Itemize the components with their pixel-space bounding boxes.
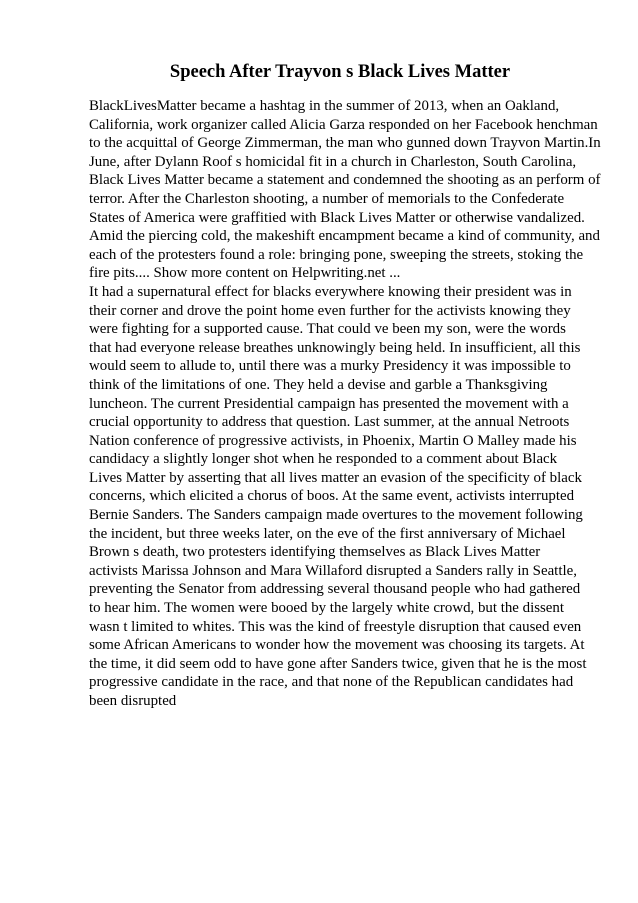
- body-text-line: would seem to allude to, until there was a murky Presidency it was impossible to: [89, 358, 571, 375]
- body-text-line: the time, it did seem odd to have gone after Sanders twice, given that he is the most: [89, 655, 587, 672]
- body-text-line: Lives Matter by asserting that all lives matter an evasion of the specificity of black: [89, 469, 582, 486]
- body-text-line: Nation conference of progressive activists, in Phoenix, Martin O Malley made his: [89, 432, 577, 449]
- body-text-line: were fighting for a supported cause. That could ve been my son, were the words: [89, 321, 566, 338]
- body-text-line: to the acquittal of George Zimmerman, the man who gunned down Trayvon Martin.In: [89, 135, 601, 152]
- body-text-line: It had a supernatural effect for blacks everywhere knowing their president was in: [89, 283, 572, 300]
- body-text-line: Bernie Sanders. The Sanders campaign made overtures to the movement following: [89, 507, 583, 524]
- document-body: [89, 97, 619, 711]
- body-text-line: fire pits.... Show more content on Helpwriting.net ...: [89, 265, 401, 282]
- body-text-line: June, after Dylann Roof s homicidal fit in a church in Charleston, South Carolina,: [89, 153, 577, 170]
- body-text-line: their corner and drove the point home even further for the activists knowing they: [89, 302, 571, 319]
- body-text-line: States of America were graffitied with Black Lives Matter or otherwise vandalized.: [89, 209, 585, 226]
- body-text-line: California, work organizer called Alicia Garza responded on her Facebook henchman: [89, 116, 598, 133]
- body-text-line: that had everyone release breathes unknowingly being held. In insufficient, all this: [89, 339, 581, 356]
- body-text-line: Amid the piercing cold, the makeshift encampment became a kind of community, and: [89, 228, 600, 245]
- body-text-line: concerns, which elicited a chorus of boos. At the same event, activists interrupted: [89, 488, 575, 505]
- document-title: Speech After Trayvon s Black Lives Matter: [169, 62, 511, 82]
- body-text-line: some African Americans to wonder how the movement was choosing its targets. At: [89, 637, 585, 654]
- body-text-line: wasn t limited to whites. This was the kind of freestyle disruption that caused even: [89, 618, 582, 635]
- body-text-line: Black Lives Matter became a statement and condemned the shooting as an perform of: [89, 172, 601, 189]
- body-text-line: Brown s death, two protesters identifying themselves as Black Lives Matter: [89, 544, 541, 561]
- body-text-line: crucial opportunity to address that question. Last summer, at the annual Netroots: [89, 414, 570, 431]
- body-text-line: candidacy a slightly longer shot when he responded to a comment about Black: [89, 451, 558, 468]
- body-text-line: to hear him. The women were booed by the largely white crowd, but the dissent: [89, 600, 565, 617]
- body-text-line: been disrupted: [89, 693, 177, 709]
- body-text-line: progressive candidate in the race, and that none of the Republican candidates had: [89, 674, 574, 691]
- body-text-line: preventing the Senator from addressing several thousand people who had gathered: [89, 581, 581, 598]
- body-text-line: luncheon. The current Presidential campaign has presented the movement with a: [89, 395, 569, 412]
- body-text-line: BlackLivesMatter became a hashtag in the summer of 2013, when an Oakland,: [89, 98, 560, 114]
- body-text-line: the incident, but three weeks later, on the eve of the first anniversary of Michael: [89, 525, 566, 542]
- body-text-line: each of the protesters found a role: bringing pone, sweeping the streets, stoking the: [89, 246, 584, 263]
- body-text-line: terror. After the Charleston shooting, a number of memorials to the Confederate: [89, 190, 565, 207]
- body-text-line: think of the limitations of one. They held a devise and garble a Thanksgiving: [89, 376, 548, 393]
- body-text-line: activists Marissa Johnson and Mara Willaford disrupted a Sanders rally in Seattle,: [89, 562, 577, 579]
